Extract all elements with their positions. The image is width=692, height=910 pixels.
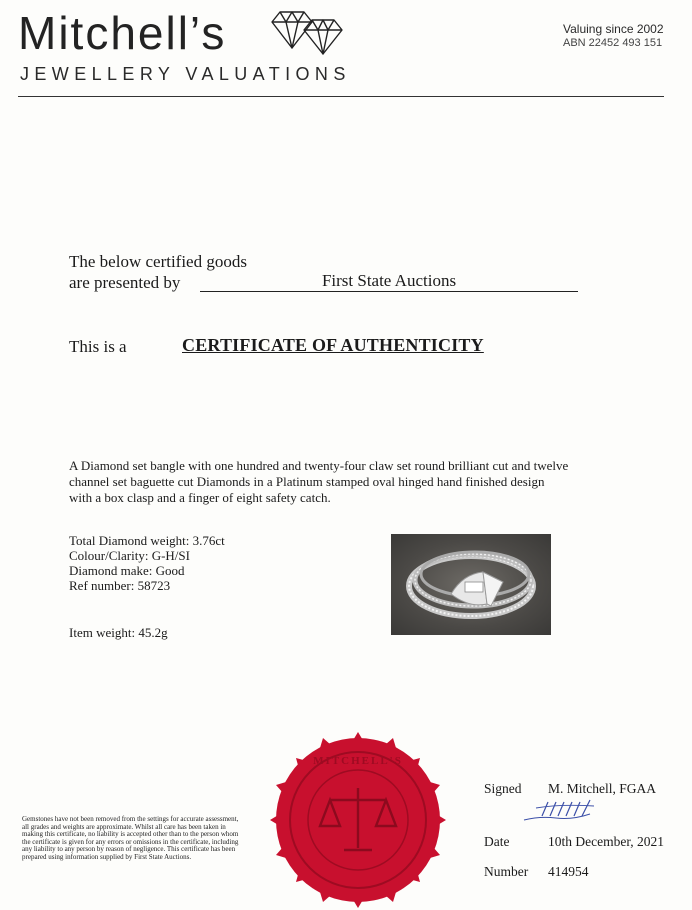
certificate-title: CERTIFICATE OF AUTHENTICITY — [182, 335, 484, 355]
date-label: Date — [484, 834, 510, 849]
intro-line-2: are presented by — [69, 273, 181, 292]
total-diamond-weight: Total Diamond weight: 3.76ct — [69, 533, 225, 548]
tagline: Valuing since 2002 — [563, 22, 664, 36]
bangle-illustration — [391, 534, 551, 635]
signer-name: M. Mitchell, FGAA — [548, 781, 656, 796]
diamond-make: Diamond make: Good — [69, 563, 185, 578]
signed-label: Signed — [484, 781, 522, 796]
disclaimer-text: Gemstones have not been removed from the settings for accurate assessment, all grades and weights are approximate. Whilst all care has been taken in making this certificate, no liability is accepted other than to the person whom the certificate is given for any errors or omissions in the certificate, including any liability to any person by reason of negligence. This certificate has been prepared using information supplied by First State Auctions. — [22, 815, 239, 861]
ref-number: Ref number: 58723 — [69, 578, 171, 593]
abn-number: ABN 22452 493 151 — [563, 37, 663, 49]
diamonds-icon — [268, 8, 344, 58]
certificate-prefix: This is a — [69, 337, 127, 356]
brand-name: Mitchell’s — [18, 7, 227, 59]
header-divider — [18, 96, 664, 97]
colour-clarity: Colour/Clarity: G-H/SI — [69, 548, 190, 563]
seal-text: MITCHELL'S — [313, 755, 403, 767]
item-description: A Diamond set bangle with one hundred and twenty-four claw set round brilliant cut and twelve channel set baguette cut Diamonds in a Platinum stamped oval hinged hand finished design with a box clasp and a finger of eight safety catch. — [69, 458, 569, 505]
presenter-name: First State Auctions — [200, 271, 578, 292]
wax-seal-icon — [268, 730, 448, 910]
number-label: Number — [484, 864, 529, 879]
certificate-date: 10th December, 2021 — [548, 834, 665, 849]
bangle-photo — [391, 534, 551, 635]
handwritten-signature — [520, 796, 610, 826]
certificate-number: 414954 — [548, 864, 589, 879]
brand-subtitle: JEWELLERY VALUATIONS — [20, 64, 351, 84]
intro-line-1: The below certified goods — [69, 252, 247, 271]
item-weight: Item weight: 45.2g — [69, 625, 168, 640]
